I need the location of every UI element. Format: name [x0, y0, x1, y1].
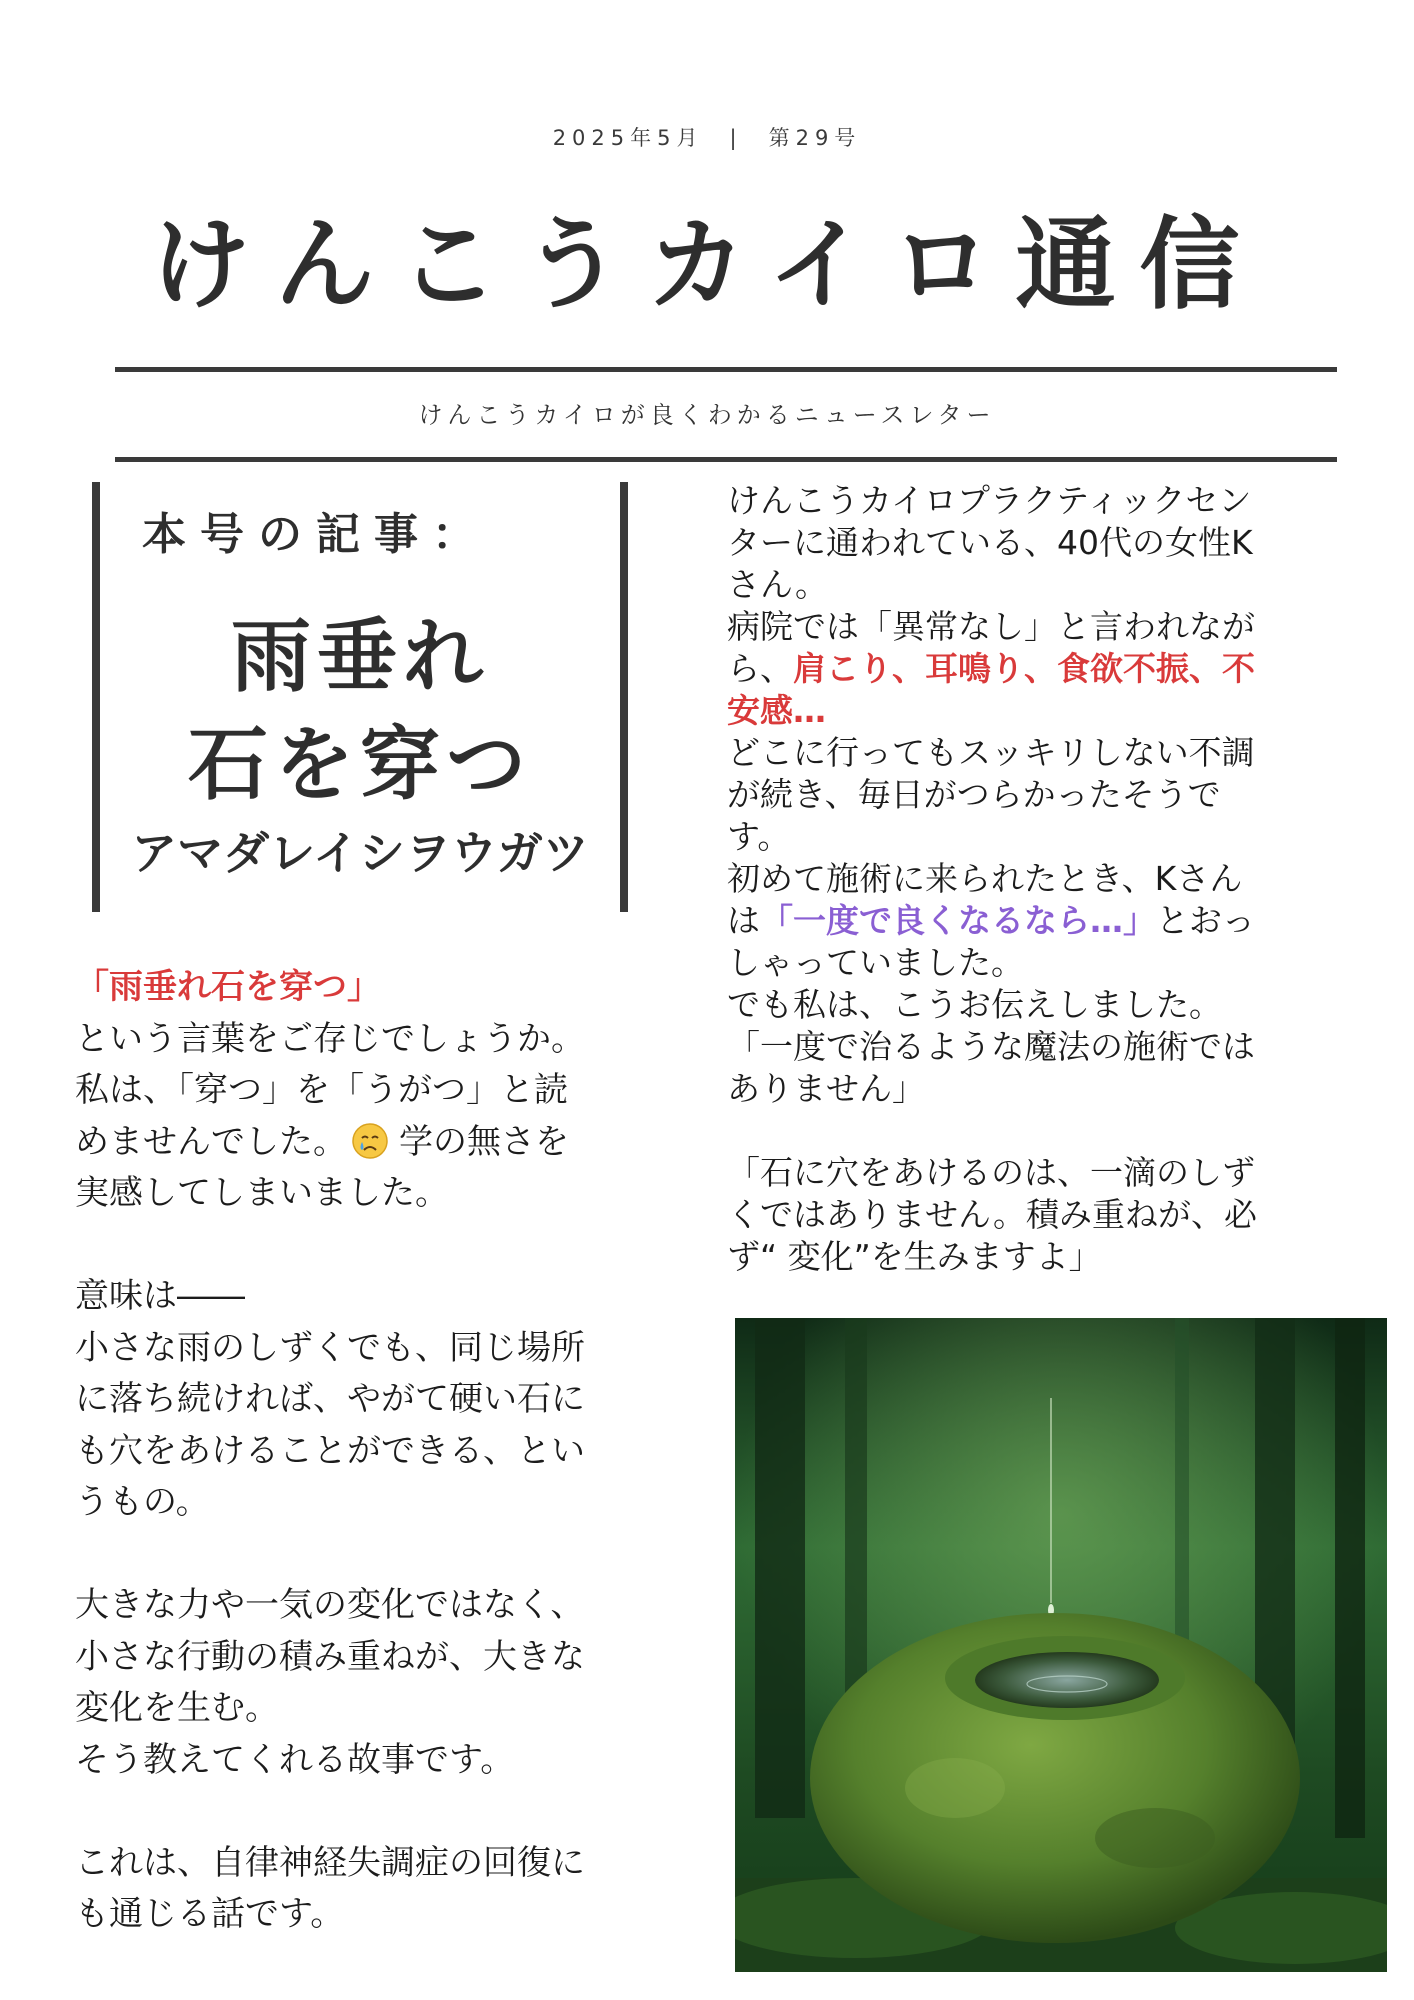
- body-line: ターに通われている、40代の女性K: [727, 523, 1253, 562]
- issue-date: 2025年5月: [552, 126, 704, 150]
- left-column: [75, 962, 655, 1941]
- top-rule: [115, 367, 1337, 372]
- body-line: [727, 648, 1367, 690]
- body-line: 変化を生む。: [75, 1688, 279, 1728]
- body-text: めませんでした。: [75, 1121, 347, 1162]
- body-line: 「石に穴をあけるのは、一滴のしず: [727, 1153, 1255, 1192]
- body-line: 私は、「穿つ」を「うがつ」と読: [75, 1070, 568, 1110]
- bottom-rule: [115, 457, 1337, 462]
- body-text: とおっ: [1156, 901, 1255, 940]
- symptoms-highlight: 肩こり、耳鳴り、食欲不振、不: [793, 649, 1255, 688]
- patient-quote-highlight: 「一度で良くなるなら…」: [760, 901, 1156, 940]
- newsletter-title: けんこうカイロ通信: [150, 206, 1264, 323]
- body-line: そう教えてくれる故事です。: [75, 1739, 515, 1780]
- symptoms-highlight: 安感…: [727, 691, 826, 730]
- body-line: [75, 1117, 655, 1169]
- body-text: 学の無さを: [399, 1121, 569, 1162]
- body-line: どこに行ってもスッキリしない不調: [727, 733, 1255, 772]
- body-line: 小さな雨のしずくでも、同じ場所: [75, 1327, 585, 1368]
- issue-number: 第29号: [768, 126, 862, 150]
- body-line: でも私は、こうお伝えしました。: [727, 985, 1222, 1024]
- article-title-reading: アマダレイシヲウガツ: [131, 826, 589, 880]
- issue-line: [0, 122, 1414, 152]
- body-line: 病院では「異常なし」と言われなが: [727, 607, 1255, 646]
- body-line: [727, 900, 1367, 942]
- body-line: しゃっていました。: [727, 943, 1024, 982]
- body-line: 初めて施術に来られたとき、Kさん: [727, 859, 1243, 898]
- body-line: という言葉をご存じでしょうか。: [75, 1018, 585, 1059]
- body-line: 意味は――: [75, 1276, 245, 1316]
- proverb-quote: 「雨垂れ石を穿つ」: [75, 967, 381, 1007]
- body-text: ら、: [727, 649, 793, 688]
- article-title-line1: 雨垂れ: [231, 610, 489, 703]
- body-line: くではありません。積み重ねが、必: [727, 1195, 1257, 1234]
- body-line: ず“ 変化”を生みますよ」: [727, 1237, 1102, 1276]
- body-line: ありません」: [727, 1069, 925, 1108]
- body-line: も通じる話です。: [75, 1894, 345, 1934]
- body-line: 小さな行動の積み重ねが、大きな: [75, 1636, 585, 1677]
- tagline: けんこうカイロが良くわかるニュースレター: [418, 401, 996, 429]
- crying-face-icon: [351, 1122, 389, 1160]
- body-line: す。: [727, 817, 791, 856]
- article-box: [92, 482, 628, 912]
- body-line: 大きな力や一気の変化ではなく、: [75, 1585, 585, 1625]
- body-text: は: [727, 901, 760, 940]
- body-line: も穴をあけることができる、とい: [75, 1430, 585, 1471]
- article-title-line2: 石を穿つ: [188, 718, 532, 811]
- body-line: けんこうカイロプラクティックセン: [727, 481, 1252, 520]
- mossy-stone-rain-image: [735, 1318, 1387, 1972]
- body-line: 「一度で治るような魔法の施術では: [727, 1027, 1255, 1066]
- body-line: これは、自律神経失調症の回復に: [75, 1842, 585, 1883]
- body-line: に落ち続ければ、やがて硬い石に: [75, 1379, 585, 1419]
- body-line: さん。: [727, 565, 828, 604]
- body-line: 実感してしまいました。: [75, 1173, 449, 1213]
- issue-separator: |: [729, 126, 743, 150]
- right-column: [727, 480, 1367, 1278]
- body-line: が続き、毎日がつらかったそうで: [727, 775, 1221, 814]
- body-line: うもの。: [75, 1482, 210, 1522]
- article-label: 本号の記事：: [142, 509, 490, 560]
